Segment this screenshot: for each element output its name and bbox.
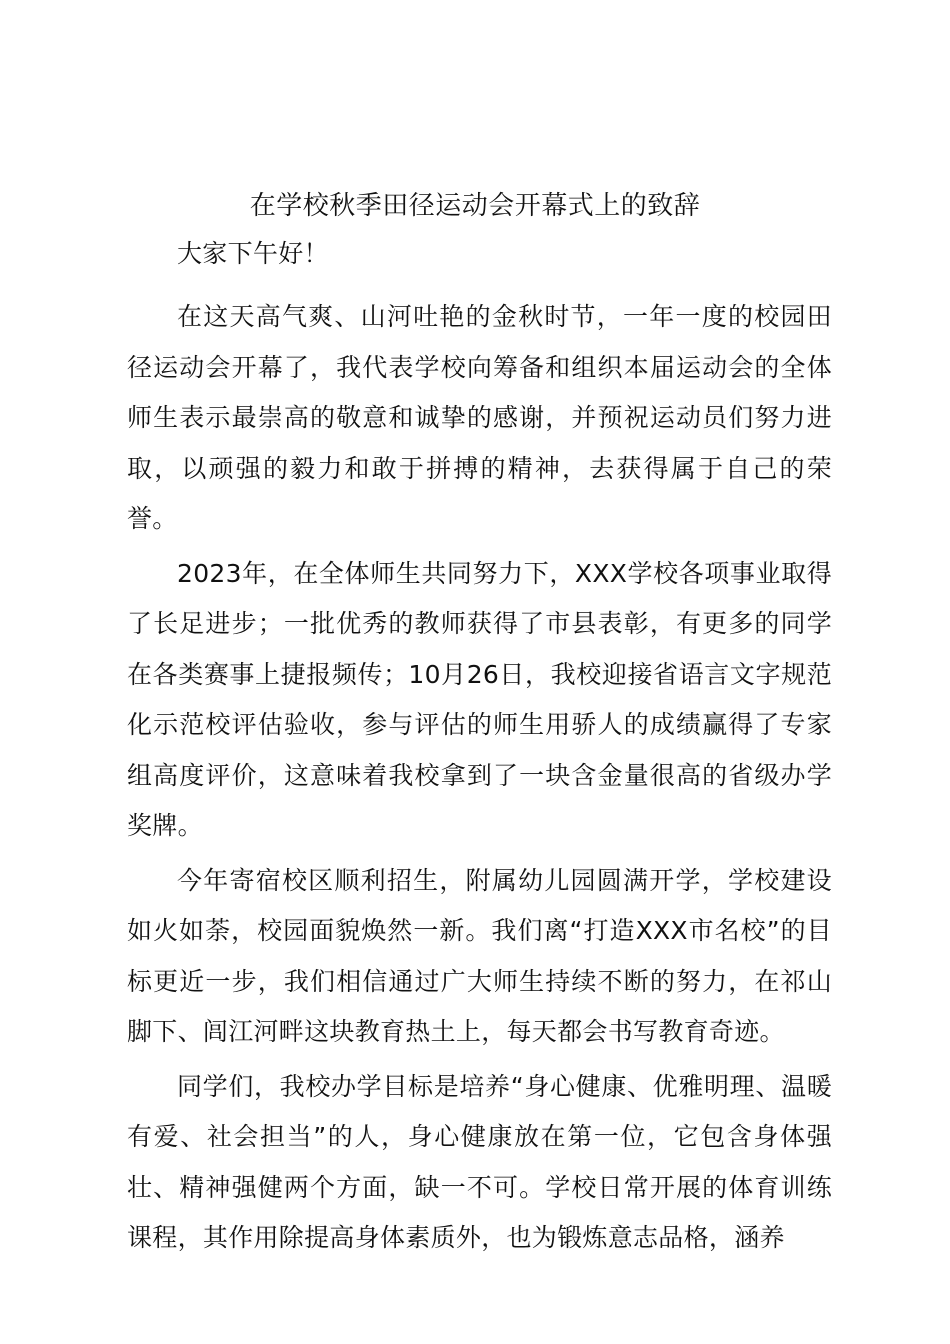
body-paragraph: 同学们，我校办学目标是培养“身心健康、优雅明理、温暖有爱、社会担当”的人，身心健康放在第一位，它包含身体强壮、精神强健两个方面，缺一不可。学校日常开展的体育训练课程，其作用除提高身体素质外，也为锻炼意志品格，涵养 [127,1071,832,1252]
greeting-paragraph: 大家下午好！ [177,239,329,268]
document-body [127,207,832,1264]
document-title: 在学校秋季田径运动会开幕式上的致辞 [249,191,701,221]
body-paragraph: 2023年，在全体师生共同努力下，XXX学校各项事业取得了长足进步；一批优秀的教师获得了市县表彰，有更多的同学在各类赛事上捷报频传；10月26日，我校迎接省语言文字规范化示范校评估验收，参与评估的师生用骄人的成绩赢得了专家组高度评价，这意味着我校拿到了一块含金量很高的省级办学奖牌。 [127,558,832,840]
body-paragraph: 在这天高气爽、山河吐艳的金秋时节，一年一度的校园田径运动会开幕了，我代表学校向筹备和组织本届运动会的全体师生表示最崇高的敬意和诚挚的感谢，并预祝运动员们努力进取，以顽强的毅力和敢于拼搏的精神，去获得属于自己的荣誉。 [127,302,832,533]
body-paragraph: 今年寄宿校区顺利招生，附属幼儿园圆满开学，学校建设如火如荼，校园面貌焕然一新。我们离“打造XXX市名校”的目标更近一步，我们相信通过广大师生持续不断的努力，在祁山脚下、闾江河畔这块教育热土上，每天都会书写教育奇迹。 [127,865,832,1046]
